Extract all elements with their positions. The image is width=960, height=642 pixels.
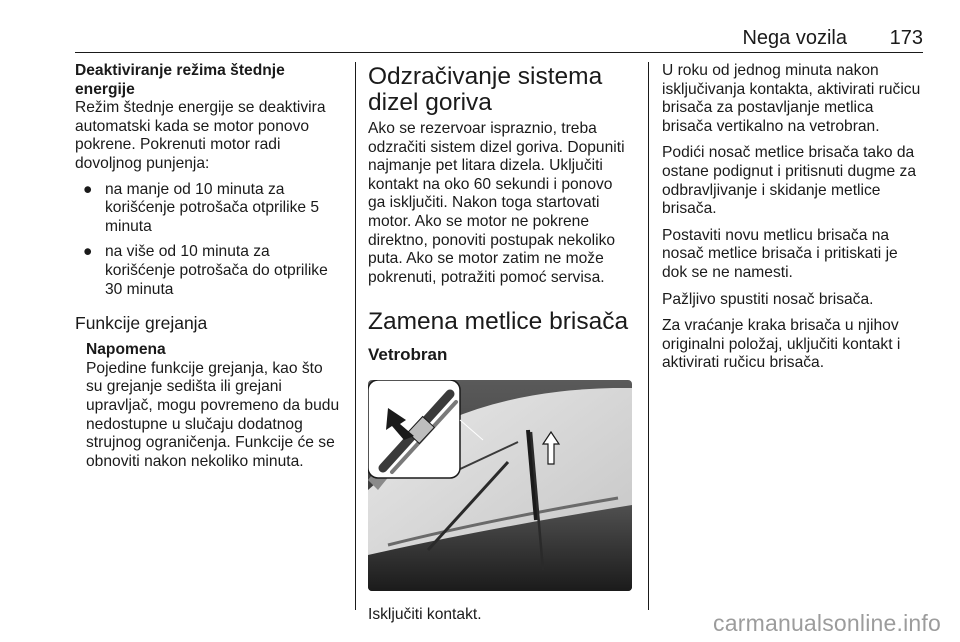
- heating-functions-heading: Funkcije grejanja: [75, 313, 208, 334]
- paragraph: Podići nosač metlice brisača tako da ostane podignut i pritisnuti dugme za odbravljivanje i skidanje metlice brisača.: [662, 144, 916, 218]
- section-title: Nega vozila: [742, 27, 847, 49]
- column-divider: [648, 62, 649, 610]
- note-label: Napomena: [86, 341, 166, 359]
- bullet-text: na manje od 10 minuta za korišćenje potrošača otprilike 5 minuta: [105, 180, 320, 235]
- bullet-list: [75, 181, 343, 300]
- windscreen-subheading: Vetrobran: [368, 345, 448, 365]
- figure-caption: Isključiti kontakt.: [368, 606, 482, 624]
- column-middle: [368, 62, 634, 625]
- bullet-text: na više od 10 minuta za korišćenje potrošača do otprilike 30 minuta: [105, 243, 328, 298]
- paragraph: U roku od jednog minuta nakon isključivanja kontakta, aktivirati ručicu brisača za postavljanje metlica brisača vertikalno na vetrobran.: [662, 62, 921, 135]
- note-block: [86, 341, 343, 471]
- column-left: [75, 62, 343, 471]
- energy-saving-subhead: Deaktiviranje režima štednje energije: [75, 62, 285, 98]
- column-right: [662, 62, 927, 381]
- page-header: [75, 26, 923, 53]
- list-item: [75, 243, 343, 299]
- paragraph: Pažljivo spustiti nosač brisača.: [662, 290, 874, 308]
- wiper-replacement-heading: Zamena metlice brisača: [368, 308, 629, 336]
- column-divider: [355, 62, 356, 610]
- watermark: carmanualsonline.info: [713, 610, 941, 636]
- bullet-icon: ●: [83, 180, 93, 198]
- diesel-bleeding-heading: Odzračivanje sistema dizel goriva: [368, 63, 603, 116]
- bullet-icon: ●: [83, 243, 93, 261]
- diesel-bleeding-text: Ako se rezervoar ispraznio, treba odzračiti sistem dizel goriva. Dopuniti najmanje pet litara dizela. Uključiti kontakt na oko 60 sekundi i ponovo ga isključiti. Nakon toga startovati motor. Ako se motor ne pokrene direktno, ponoviti postupak nekoliko puta. Ako se motor zatim ne može pokrenuti, potražiti pomoć servisa.: [368, 120, 625, 286]
- paragraph: Postaviti novu metlicu brisača na nosač metlice brisača i pritiskati je dok se ne namesti.: [662, 226, 898, 281]
- energy-saving-intro: Režim štednje energije se deaktivira automatski kada se motor ponovo pokrene. Pokrenuti motor radi dovoljnog punjenja:: [75, 99, 326, 172]
- note-text: Pojedine funkcije grejanja, kao što su grejanje sedišta ili grejani upravljač, mogu povremeno da budu nedostupne u slučaju dodatnog strujnog ograničenja. Funkcije će se obnoviti nakon nekoliko minuta.: [86, 359, 340, 470]
- wiper-illustration: [368, 380, 632, 591]
- page-number: 173: [889, 27, 923, 49]
- list-item: [75, 181, 343, 237]
- paragraph: Za vraćanje kraka brisača u njihov originalni položaj, uključiti kontakt i aktivirati ručicu brisača.: [662, 317, 901, 372]
